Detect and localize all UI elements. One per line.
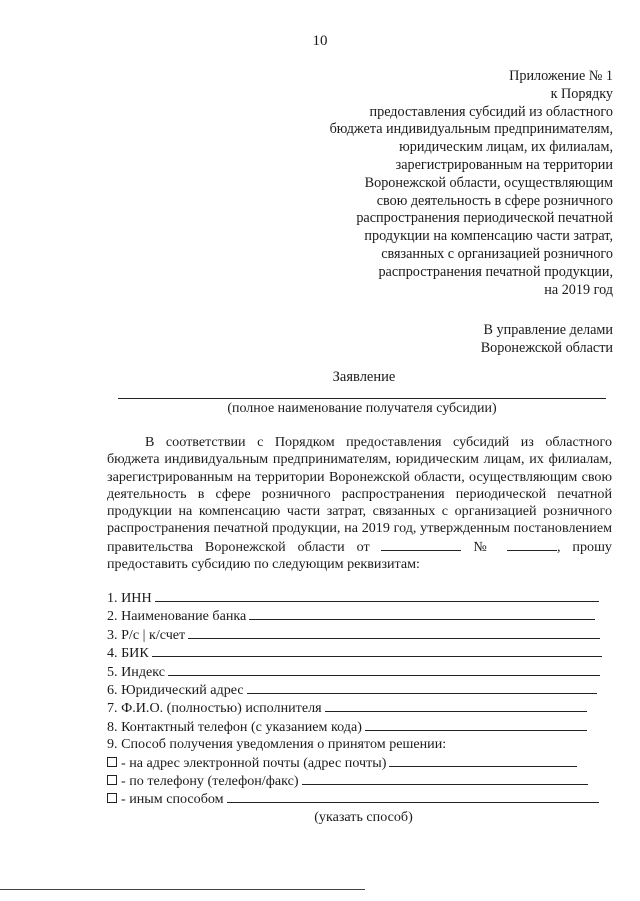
account-field[interactable] [188, 626, 600, 639]
field-row-phone [107, 718, 612, 736]
executor-name-field[interactable] [325, 699, 587, 712]
appendix-line: распространения периодической печатной [356, 210, 613, 227]
body-paragraph [107, 434, 612, 573]
field-row-inn [107, 589, 612, 607]
email-address-field[interactable] [389, 754, 577, 767]
field-label: 9. Способ получения уведомления о принятом решении: [107, 736, 447, 753]
field-label: 2. Наименование банка [107, 608, 247, 625]
appendix-line: распространения печатной продукции, [378, 263, 613, 280]
field-row-legal-address [107, 681, 612, 699]
appendix-line: бюджета индивидуальным предпринимателям, [329, 121, 613, 138]
appendix-line: на 2019 год [544, 281, 613, 298]
appendix-line: связанных с организацией розничного [381, 245, 613, 262]
notification-option-other [107, 790, 612, 808]
appendix-line: к Порядку [550, 85, 613, 102]
notification-option-phone [107, 772, 612, 790]
appendix-line: Воронежской области, осуществляющим [364, 174, 613, 191]
bank-name-field[interactable] [249, 607, 595, 620]
option-label: - по телефону (телефон/факс) [121, 773, 299, 790]
footer-divider [0, 889, 365, 890]
appendix-line: предоставления субсидий из областного [369, 103, 613, 120]
appendix-line: продукции на компенсацию части затрат, [364, 228, 613, 245]
appendix-line: зарегистрированным на территории [395, 156, 613, 173]
field-row-bik [107, 644, 612, 662]
appendix-header [293, 68, 613, 299]
field-label: 1. ИНН [107, 590, 152, 606]
other-method-field[interactable] [227, 790, 599, 803]
recipient-caption: (полное наименование получателя субсидии) [227, 401, 497, 416]
requisites-list [107, 589, 612, 826]
appendix-line: Приложение № 1 [509, 68, 613, 84]
field-label: 5. Индекс [107, 663, 165, 680]
addressee [413, 322, 613, 358]
option-label: - на адрес электронной почты (адрес почты) [121, 754, 387, 771]
addressee-line: Воронежской области [480, 339, 613, 356]
appendix-line: юридическим лицам, их филиалам, [399, 139, 613, 156]
field-label: 3. Р/с | к/счет [107, 626, 186, 643]
field-label: 4. БИК [107, 645, 149, 662]
field-row-executor [107, 699, 612, 717]
notification-option-email [107, 754, 612, 772]
document-title: Заявление [332, 369, 396, 385]
field-label: 6. Юридический адрес [107, 682, 244, 699]
postal-index-field[interactable] [168, 663, 600, 676]
contact-phone-field[interactable] [365, 718, 587, 731]
recipient-name-field[interactable] [118, 398, 606, 399]
field-label: 8. Контактный телефон (с указанием кода) [107, 718, 362, 735]
other-method-caption: (указать способ) [314, 808, 413, 825]
bik-field[interactable] [152, 644, 602, 657]
inn-field[interactable] [155, 589, 599, 602]
appendix-line: свою деятельность в сфере розничного [376, 192, 613, 209]
legal-address-field[interactable] [247, 681, 597, 694]
field-row-index [107, 663, 612, 681]
decree-number-field[interactable] [507, 538, 557, 551]
email-checkbox[interactable] [107, 757, 117, 767]
body-tail-text: , прошу предоставить субсидию по следующим реквизитам: [107, 538, 612, 573]
addressee-line: В управление делами [483, 322, 613, 338]
body-main-text: В соответствии с Порядком предоставления субсидий из областного бюджета индивидуальным предпринимателям, юридическим лицам, их филиалам, зарегистрированным на территории Воронежской области, осуществляющим свою деятельность в сфере розничного распространения периодической печатной продукции на компенсацию части затрат, связанных с организацией розничного распространения печатной продукции, на 2019 год, утвержденным постановлением правительства Воронежской области от [107, 434, 612, 555]
field-row-account [107, 626, 612, 644]
option-label: - иным способом [121, 791, 224, 808]
page-number: 10 [312, 33, 328, 49]
number-sign: № [473, 538, 496, 555]
other-checkbox[interactable] [107, 793, 117, 803]
field-row-bank [107, 607, 612, 625]
phone-checkbox[interactable] [107, 775, 117, 785]
field-row-notification [107, 736, 612, 753]
date-field[interactable] [381, 538, 461, 551]
phone-fax-field[interactable] [302, 772, 588, 785]
field-label: 7. Ф.И.О. (полностью) исполнителя [107, 700, 322, 717]
